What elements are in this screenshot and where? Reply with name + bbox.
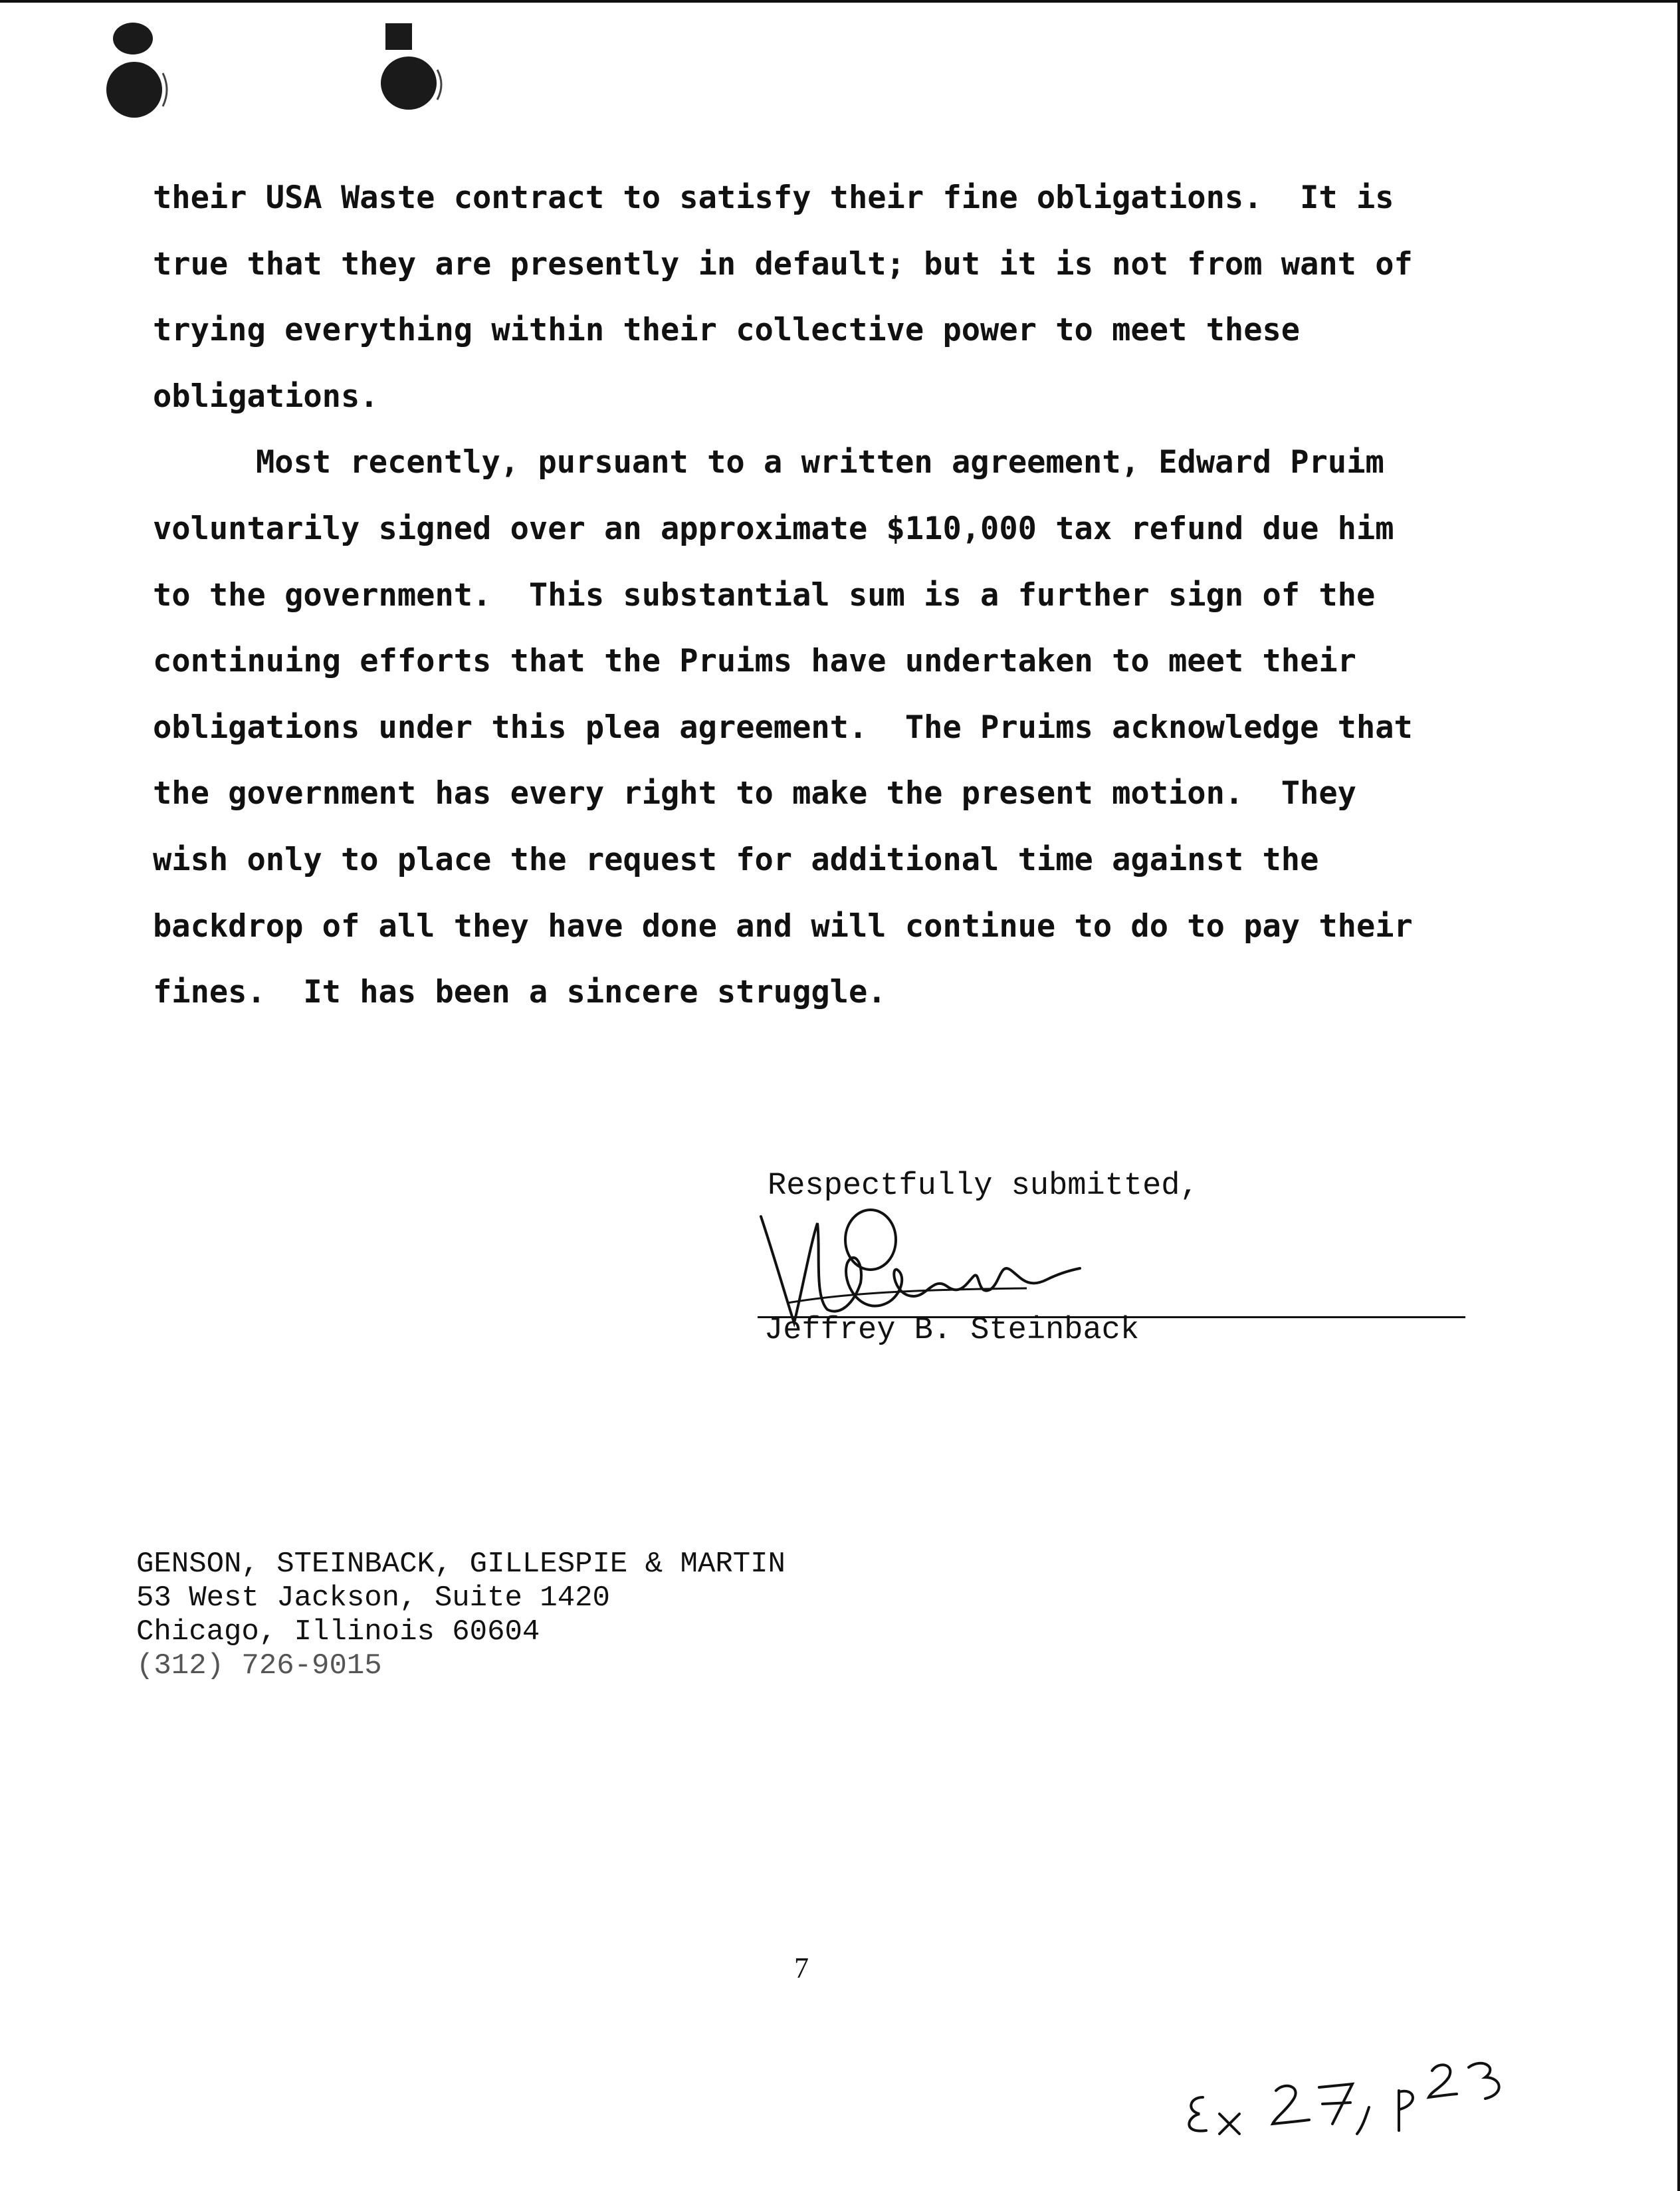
paragraph-2-line: the government has every right to make the present motion. They [153, 775, 1356, 812]
paragraph-2-line: continuing efforts that the Pruims have undertaken to meet their [153, 643, 1356, 680]
paragraph-2-line: backdrop of all they have done and will continue to do to pay their [153, 907, 1413, 945]
punch-hole-right [372, 20, 445, 120]
paragraph-2-line: wish only to place the request for additional time against the [153, 841, 1319, 878]
paragraph-1-line: true that they are presently in default; but it is not from want of [153, 245, 1413, 283]
scan-edge-right [1677, 0, 1680, 2191]
scan-edge-top [0, 0, 1680, 3]
page-number: 7 [794, 1952, 809, 1984]
firm-address-line-2: Chicago, Illinois 60604 [136, 1615, 540, 1649]
paragraph-1-line: trying everything within their collective power to meet these [153, 312, 1301, 349]
paragraph-1-line: obligations. [153, 378, 379, 415]
firm-address-line-1: 53 West Jackson, Suite 1420 [136, 1581, 610, 1615]
paragraph-1-line: their USA Waste contract to satisfy their fine obligations. It is [153, 179, 1394, 216]
paragraph-2-line: obligations under this plea agreement. The Pruims acknowledge that [153, 709, 1413, 746]
firm-address-block [136, 1548, 786, 1683]
handwritten-exhibit-mark [1176, 2051, 1522, 2144]
body-text [153, 165, 1502, 1026]
paragraph-2-line: to the government. This substantial sum is a further sign of the [153, 576, 1376, 614]
firm-phone: (312) 726-9015 [136, 1649, 382, 1682]
paragraph-2-line: voluntarily signed over an approximate $110,000 tax refund due him [153, 510, 1394, 547]
firm-name: GENSON, STEINBACK, GILLESPIE & MARTIN [136, 1548, 786, 1581]
paragraph-2-line: fines. It has been a sincere struggle. [153, 974, 887, 1011]
closing-text: Respectfully submitted, [768, 1169, 1199, 1204]
handwritten-signature [748, 1203, 1093, 1329]
paragraph-2-line: Most recently, pursuant to a written agreement, Edward Pruim [256, 444, 1384, 481]
punch-hole-left [100, 20, 173, 120]
signer-name: Jeffrey B. Steinback [764, 1313, 1140, 1348]
